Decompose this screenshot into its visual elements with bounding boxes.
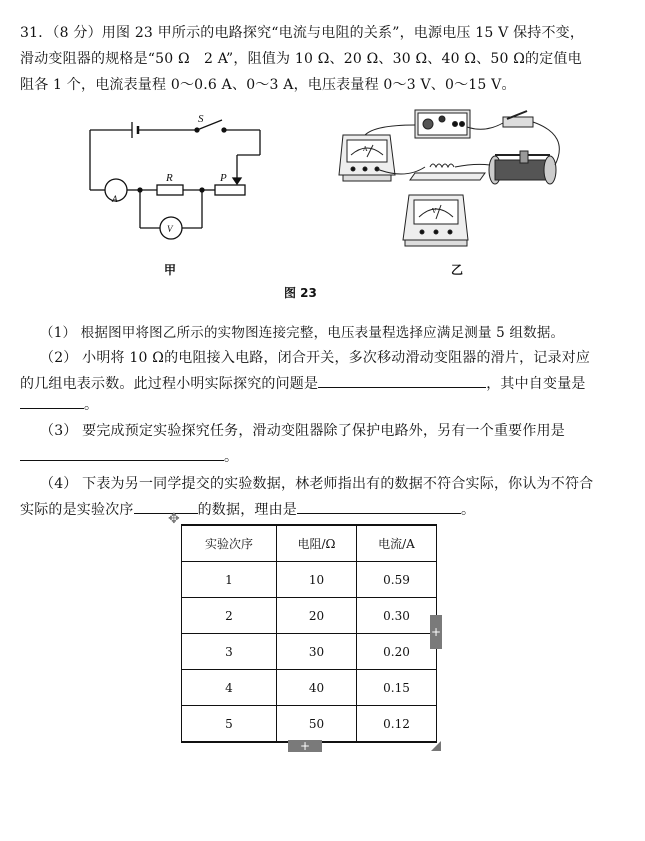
table-cell: 50 [277, 706, 357, 743]
part-3-line-2 [20, 446, 238, 466]
switch-label: S [198, 113, 204, 125]
header-cell: 电阻/Ω [277, 525, 357, 562]
question-line-3: 阻各 1 个，电流表量程 0～0.6 A、0～3 A，电压表量程 0～3 V、0～15 V。 [20, 77, 516, 93]
part-4-text-a: 实际的是实验次序 [20, 502, 134, 518]
apparatus-drawing [335, 105, 585, 255]
wire-supply-ammeter [365, 125, 415, 135]
question-line-2: 滑动变阻器的规格是“50 Ω 2 A”，阻值为 10 Ω、20 Ω、30 Ω、40 Ω、50 Ω的定值电 [20, 51, 582, 67]
table-cell: 20 [277, 598, 357, 634]
answer-blank-4a[interactable] [134, 499, 198, 514]
answer-blank-3[interactable] [20, 446, 224, 461]
question-line-1: 31．（8 分）用图 23 甲所示的电路探究“电流与电阻的关系”，电源电压 15 V 保持不变， [20, 25, 585, 41]
answer-blank-4b[interactable] [297, 499, 461, 514]
table-row [182, 670, 437, 706]
table-move-handle-icon[interactable]: ✥ [168, 511, 180, 527]
header-cell: 电流/A [357, 525, 437, 562]
wire-resistor-rheostat [455, 164, 490, 167]
add-row-button[interactable]: + [288, 740, 322, 752]
table-resize-handle-icon[interactable] [431, 741, 441, 751]
figure-label-yi: 乙 [451, 263, 464, 277]
figure-caption: 图 23 [284, 286, 317, 300]
table-cell: 0.30 [357, 598, 437, 634]
part-2-text-b: ，其中自变量是 [486, 376, 586, 392]
part-2-line-3 [20, 394, 98, 414]
voltmeter-label: V [167, 224, 173, 234]
part-1: （1） 根据图甲将图乙所示的实物图连接完整，电压表量程选择应满足测量 5 组数据。 [40, 325, 565, 341]
circuit-diagram [80, 110, 280, 250]
part-3-line-1: （3） 要完成预定实验探究任务，滑动变阻器除了保护电路外，另有一个重要作用是 [40, 423, 565, 439]
table-cell: 5 [182, 706, 277, 743]
table-cell: 40 [277, 670, 357, 706]
part-4-line-2 [20, 499, 475, 519]
table-cell: 10 [277, 562, 357, 598]
table-cell: 0.15 [357, 670, 437, 706]
svg-text:A: A [363, 146, 368, 153]
data-table [181, 524, 437, 743]
wire-supply-switch [467, 123, 503, 129]
part-2-end: 。 [84, 397, 99, 413]
answer-blank-2a[interactable] [318, 373, 486, 388]
table-row [182, 634, 437, 670]
part-3-end: 。 [224, 449, 239, 465]
slider-label: P [220, 172, 227, 184]
slide-rheostat [215, 185, 245, 195]
part-2-line-1: （2） 小明将 10 Ω的电阻接入电路，闭合开关，多次移动滑动变阻器的滑片，记录对应 [40, 350, 591, 366]
part-4-line-1: （4） 下表为另一同学提交的实验数据，林老师指出有的数据不符合实际，你认为不符合 [40, 476, 594, 492]
rheostat-device [489, 151, 556, 184]
table-cell: 2 [182, 598, 277, 634]
part-2-line-2 [20, 373, 586, 393]
part-4-text-b: 的数据，理由是 [197, 502, 298, 518]
table-row [182, 598, 437, 634]
part-2-text-a: 的几组电表示数。此过程小明实际探究的问题是 [20, 376, 319, 392]
resistor-board [410, 164, 485, 180]
switch-contact [222, 128, 226, 132]
ammeter-device [339, 135, 395, 181]
header-cell: 实验次序 [182, 525, 277, 562]
svg-text:V: V [432, 208, 437, 215]
slider-arrow [233, 178, 241, 184]
table-cell: 1 [182, 562, 277, 598]
table-cell: 30 [277, 634, 357, 670]
table-row [182, 706, 437, 743]
knife-switch [503, 111, 533, 127]
resistor-label: R [166, 172, 173, 184]
table-row [182, 562, 437, 598]
answer-blank-2b[interactable] [20, 394, 84, 409]
fixed-resistor [157, 185, 183, 195]
add-column-button[interactable]: + [430, 615, 442, 649]
table-cell: 0.12 [357, 706, 437, 743]
table-cell: 0.59 [357, 562, 437, 598]
table-cell: 4 [182, 670, 277, 706]
table-header-row [182, 525, 437, 562]
figure-label-jia: 甲 [164, 263, 177, 277]
voltmeter-device [403, 195, 468, 246]
part-4-end: 。 [461, 502, 476, 518]
power-supply [415, 110, 470, 138]
ammeter-label: A [112, 194, 118, 204]
table-cell: 3 [182, 634, 277, 670]
table-cell: 0.20 [357, 634, 437, 670]
